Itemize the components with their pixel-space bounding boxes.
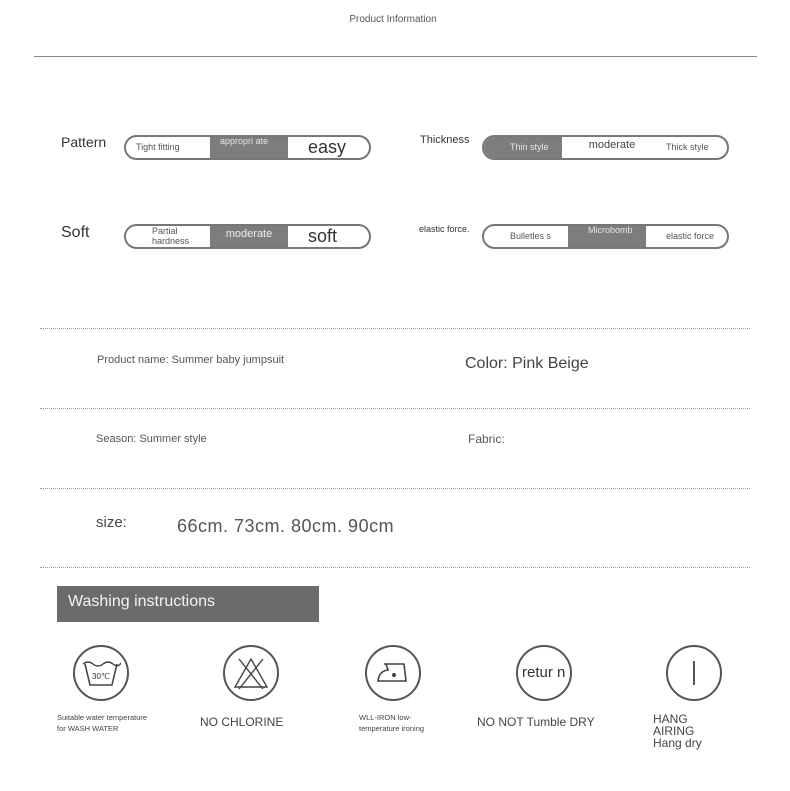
thickness-option-thick-style: Thick style [666, 141, 709, 152]
attr-soft-label: Soft [61, 224, 90, 241]
size-values: 66cm. 73cm. 80cm. 90cm [177, 516, 395, 536]
elastic-force-scale [482, 224, 729, 249]
soft-option-partial-hardness: Partial hardness [152, 226, 190, 246]
hang-dry-icon [666, 645, 722, 701]
dotted-divider [40, 567, 750, 568]
elastic-option-microbomb: Microbomb [568, 226, 646, 247]
soft-option-moderate: moderate [210, 226, 288, 247]
wash-caption: Suitable water temperature for WASH WATER [57, 713, 148, 734]
dotted-divider [40, 408, 750, 409]
iron-low-icon [365, 645, 421, 701]
hang-dry-caption: HANG AIRING Hang dry [653, 713, 702, 750]
elastic-option-bulletless: Bulletles s [510, 230, 552, 241]
title-divider [34, 56, 757, 57]
page-title: Product Information [349, 14, 437, 25]
pattern-option-appropriate: appropri ate [210, 137, 288, 158]
pattern-option-tight-fitting: Tight fitting [136, 141, 180, 152]
dotted-divider [40, 328, 750, 329]
washing-instructions-heading: Washing instructions [57, 586, 319, 622]
pattern-option-easy: easy [308, 137, 347, 158]
dotted-divider [40, 488, 750, 489]
iron-caption: WLL-IRON low-temperature ironing [359, 713, 425, 734]
pattern-scale [124, 135, 371, 160]
tumble-dry-caption: NO NOT Tumble DRY [477, 715, 595, 729]
no-chlorine-caption: NO CHLORINE [200, 715, 284, 729]
attr-elastic-force-label: elastic force. [419, 224, 470, 234]
product-season: Season: Summer style [96, 433, 207, 445]
wash-temperature-text: 30℃ [92, 672, 110, 681]
thickness-option-thin-style: Thin style [484, 137, 562, 158]
no-chlorine-icon [223, 645, 279, 701]
thickness-option-moderate: moderate [588, 139, 636, 151]
attr-thickness-label: Thickness [420, 134, 470, 146]
wash-30c-icon [73, 645, 129, 701]
elastic-option-elastic-force: elastic force [666, 230, 715, 241]
no-tumble-dry-icon: retur n [516, 645, 572, 701]
soft-scale [124, 224, 371, 249]
thickness-scale [482, 135, 729, 160]
product-fabric: Fabric: [468, 432, 505, 446]
soft-option-soft: soft [308, 226, 338, 247]
product-name: Product name: Summer baby jumpsuit [97, 354, 285, 366]
product-color: Color: Pink Beige [465, 355, 589, 372]
size-label: size: [96, 514, 127, 531]
attr-pattern-label: Pattern [61, 134, 107, 150]
